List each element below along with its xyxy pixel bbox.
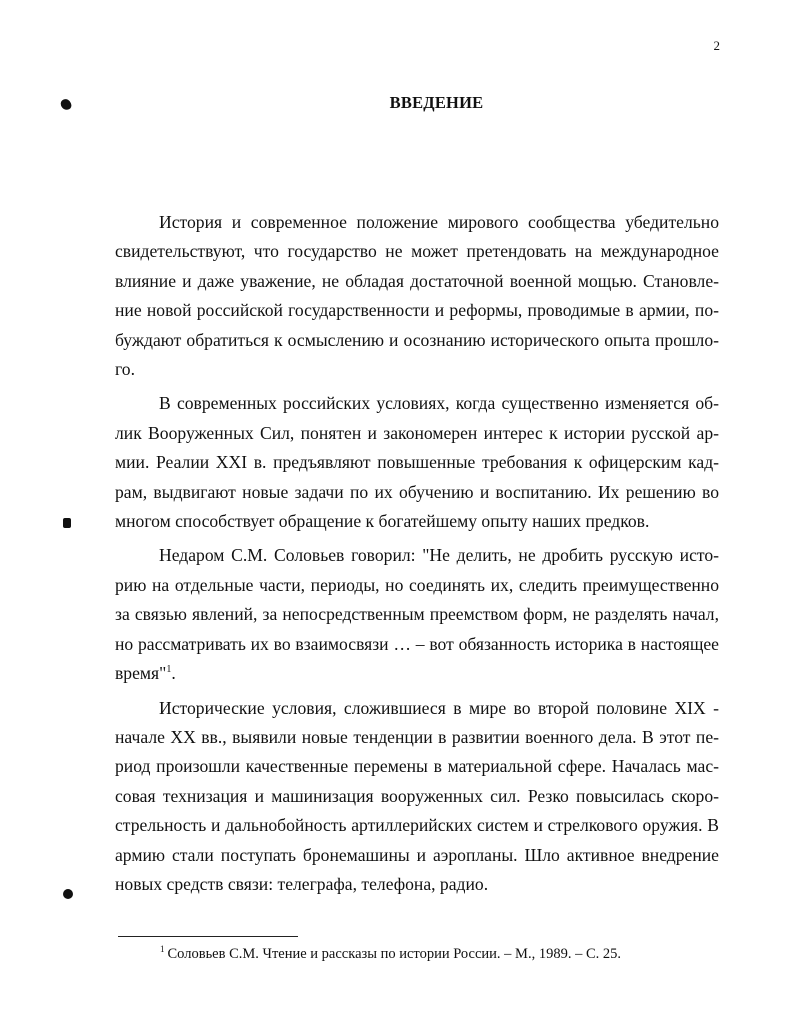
footnote-text: Соловьев С.М. Чтение и рассказы по истории России. – М., 1989. – С. 25. bbox=[167, 946, 621, 962]
footnote-number: 1 bbox=[160, 944, 165, 955]
footnote-reference: 1 bbox=[166, 664, 172, 676]
paragraph-3 bbox=[115, 541, 719, 688]
paragraph-3-text: Недаром С.М. Соловьев говорил: "Не делить, не дробить русскую историю на отдельные части, периоды, но соединять их, следить преимущественно за связью явлений, за непосредственным преемством форм, не разделять начал, но рассматривать их во взаимосвязи … – вот обязанность историка в настоящее время" bbox=[115, 545, 719, 684]
footnote bbox=[160, 944, 720, 964]
paragraph-3-end: . bbox=[171, 663, 176, 684]
page-title: ВВЕДЕНИЕ bbox=[389, 93, 484, 112]
paragraph-4: Исторические условия, сложившиеся в мире во второй половине XIX - начале XX вв., выявили новые тенденции в развитии военного дела. В этот период произошли качественные перемены в материальной сфере. Началась массовая технизация и машинизация вооруженных сил. Резко повысилась скорострельность и дальнобойность артиллерийских систем и стрелкового оружия. В армию стали поступать бронемашины и аэропланы. Шло активное внедрение новых средств связи: телеграфа, телефона, радио. bbox=[115, 697, 719, 894]
page-number: 2 bbox=[713, 38, 720, 53]
body-text bbox=[115, 208, 719, 899]
paragraph-2: В современных российских условиях, когда существенно изменяется облик Вооруженных Сил, понятен и закономерен интерес к истории русской армии. Реалии XXI в. предъявляют повышенные требования к офицерским кадрам, выдвигают новые задачи по их обучению и воспитанию. Их решению во многом способствует обращение к богатейшему опыту наших предков. bbox=[115, 393, 719, 532]
scan-speck bbox=[63, 889, 73, 899]
scan-speck bbox=[63, 518, 71, 528]
paragraph-1: История и современное положение мирового сообщества убедительно свидетельствуют, что государство не может претендовать на международное влияние и даже уважение, не обладая достаточной военной мощью. Становление новой российской государственности и реформы, проводимые в армии, побуждают обратиться к осмыслению и осознанию исторического опыта прошлого. bbox=[115, 212, 719, 380]
footnote-divider bbox=[118, 936, 298, 937]
